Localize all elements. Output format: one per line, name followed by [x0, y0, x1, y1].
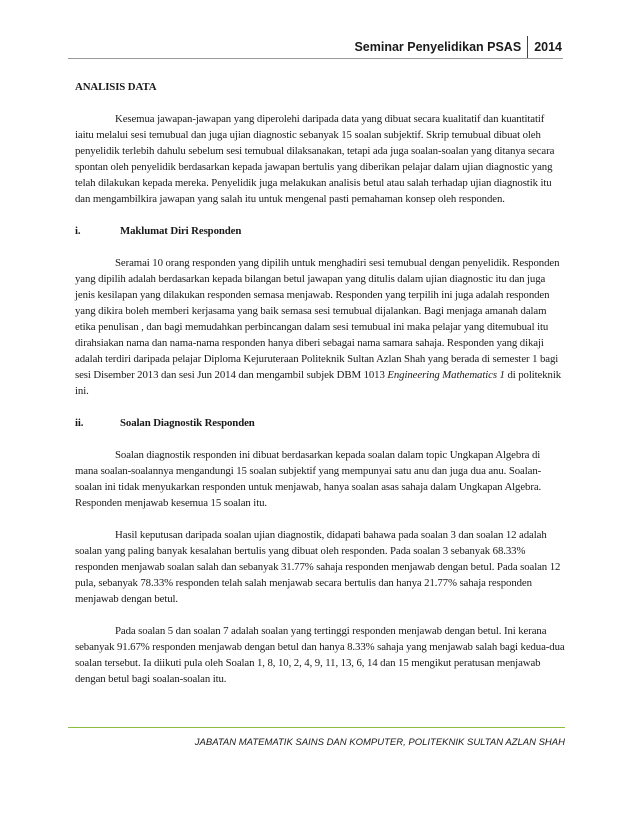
section-title-1: Maklumat Diri Responden [120, 225, 242, 237]
page-header [354, 36, 562, 58]
section-heading-2 [75, 415, 565, 431]
section-heading-1 [75, 223, 565, 239]
header-title: Seminar Penyelidikan PSAS [354, 40, 522, 54]
intro-paragraph: Kesemua jawapan-jawapan yang diperolehi daripada data yang dibuat secara kualitatif dan kuantitatif iaitu melalui sesi temubual dan juga ujian diagnostic sebanyak 15 soalan subjektif. Skrip temubual dibuat oleh penyelidik terlebih dahulu sebelum sesi temubual dilaksanakan, tetapi ada juga soalan-soalan yang ditanya secara spontan oleh penyelidik berdasarkan kepada jawapan bertulis yang diberikan pelajar dalam ujian diagnostic yang telah dilakukan kepada mereka. Penyelidik juga melakukan analisis betul atau salah terhadap ujian diagnostik itu dan mengambilkira jawapan yang salah itu untuk mengenal pasti pemahaman konsep oleh responden. [75, 113, 555, 205]
section-title-2: Soalan Diagnostik Responden [120, 417, 255, 429]
footer-rule [68, 727, 565, 728]
diagnostic-paragraph-3: Pada soalan 5 dan soalan 7 adalah soalan yang tertinggi responden menjawab dengan betul. Ini kerana sebanyak 91.67% responden menjawab dengan betul dan hanya 8.33% sahaja yang menjawab salah bagi kedua-dua soalan tersebut. Ia diikuti pula oleh Soalan 1, 8, 10, 2, 4, 9, 11, 13, 6, 14 dan 15 mengikut peratusan menjawab dengan betul bagi soalan-soalan itu. [75, 625, 565, 685]
respondent-text-start: Seramai 10 orang responden yang dipilih untuk menghadiri sesi temubual dengan penyelidik. Responden yang dipilih adalah berdasarkan kepada bilangan betul jawapan yang ditulis dalam ujian diagnostic itu dan juga jenis kesilapan yang dilakukan responden semasa menjawab. Responden yang terpilih ini juga adalah responden yang dikira boleh memberi kerjasama yang baik semasa sesi temubual dijalankan. Bagi menjaga amanah dalam etika penulisan , dan bagi memudahkan perbincangan dalam sesi temubual ini maka pelajar yang ditemubual itu dirahsiakan nama dan nama-nama responden hanya diberi sebagai nama samara sahaja. Responden yang dikaji adalah terdiri daripada pelajar Diploma Kejuruteraan Politeknik Sultan Azlan Shah yang berada di semester 1 bagi sesi Disember 2013 dan sesi Jun 2014 dan mengambil subjek DBM 1013 [75, 257, 560, 381]
section-number-1: i. [75, 225, 81, 237]
header-year: 2014 [527, 36, 562, 58]
analysis-heading: ANALISIS DATA [75, 81, 157, 93]
section-number-2: ii. [75, 417, 84, 429]
respondent-paragraph [75, 255, 565, 399]
subject-name: Engineering Mathematics 1 [387, 369, 505, 381]
respondent-text-end: di politeknik ini. [75, 369, 562, 397]
page-footer: JABATAN MATEMATIK SAINS DAN KOMPUTER, POLITEKNIK SULTAN AZLAN SHAH [194, 737, 565, 748]
diagnostic-paragraph-2: Hasil keputusan daripada soalan ujian diagnostik, didapati bahawa pada soalan 3 dan soalan 12 adalah soalan yang paling banyak kesalahan bertulis yang dibuat oleh responden. Pada soalan 3 sebanyak 68.33% responden menjawab soalan salah dan sebanyak 31.77% sahaja responden menjawab dengan betul. Pada soalan 12 pula, sebanyak 78.33% responden telah salah menjawab secara bertulis dan hanya 21.77% sahaja responden menjawab dengan betul. [75, 529, 561, 605]
diagnostic-paragraph-1: Soalan diagnostik responden ini dibuat berdasarkan kepada soalan dalam topic Ungkapan Algebra di mana soalan-soalannya mengandungi 15 soalan subjektif yang mempunyai satu anu dan juga dua anu. Soalan-soalan ini tidak menyukarkan responden untuk menjawab, hanya soalan asas sahaja dalam Ungkapan Algebra. Responden menjawab kesemua 15 soalan itu. [75, 449, 542, 509]
document-body [75, 79, 565, 703]
header-rule [68, 58, 563, 59]
